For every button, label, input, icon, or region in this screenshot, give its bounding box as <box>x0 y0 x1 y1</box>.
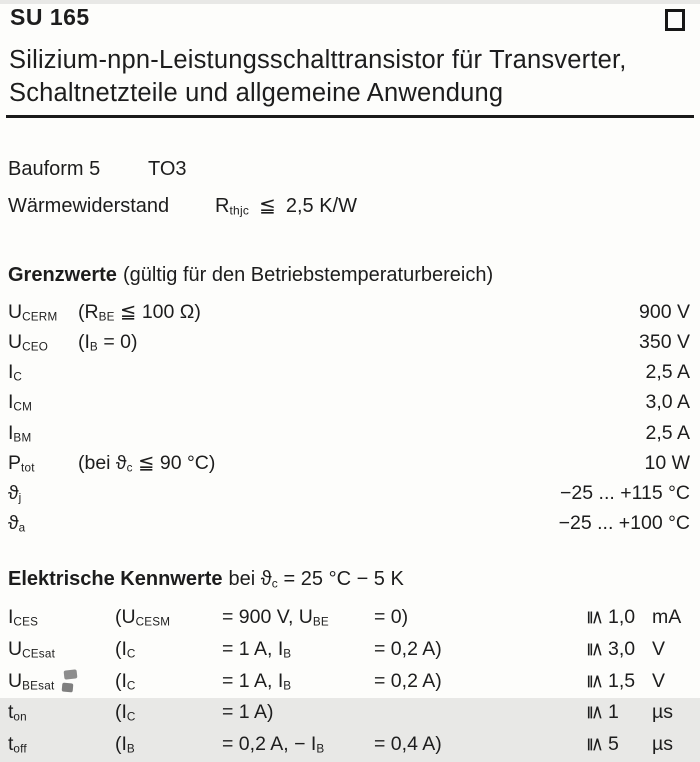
thermal-symbol: $R_{thjc}$ <box>215 195 250 218</box>
condition-part-b: = 0,4 A) <box>374 732 442 755</box>
param-symbol: $U_{CEsat}$ <box>8 637 56 661</box>
param-symbol: $I_C$ <box>8 361 23 384</box>
table-row <box>0 421 700 451</box>
condition-part-a: = 0,2 A, − $I_B$ <box>222 732 325 756</box>
param-value: −25 ... +100 °C <box>558 512 690 535</box>
param-unit: V <box>652 669 666 692</box>
param-unit: mA <box>652 606 682 629</box>
table-row <box>0 668 700 700</box>
table-row <box>0 511 700 541</box>
general-info-section <box>0 158 700 223</box>
condition-part-a: = 900 V, $U_{BE}$ <box>222 606 329 629</box>
relation-sign: ≦ <box>584 736 606 753</box>
param-unit: µs <box>652 732 673 755</box>
datasheet-page <box>0 4 700 756</box>
param-value: −25 ... +115 °C <box>560 482 690 505</box>
bauform-line <box>8 158 700 181</box>
subtitle-line-1: Silizium-npn-Leistungsschalttransistor für Transverter, <box>9 46 627 74</box>
table-row <box>0 360 700 390</box>
bauform-label: Bauform 5 <box>8 158 101 180</box>
condition-part-a: = 1 A, $I_B$ <box>222 669 292 693</box>
condition-symbol: ($I_C$ <box>115 637 136 661</box>
relation-sign: ≦ <box>584 609 606 626</box>
kennwerte-heading-bold: Elektrische Kennwerte <box>8 567 223 590</box>
param-symbol: $U_{CERM}$ <box>8 300 58 324</box>
condition-symbol: ($U_{CESM}$ <box>115 606 171 629</box>
table-row <box>0 481 700 511</box>
condition-symbol: ($I_C$ <box>115 669 136 693</box>
param-value: 1 <box>608 701 619 724</box>
condition-part-a: = 1 A) <box>222 701 274 724</box>
header-divider <box>6 115 694 118</box>
grenzwerte-heading-rest: (gültig für den Betriebstemperaturbereich) <box>122 263 494 286</box>
param-symbol: $I_{CES}$ <box>8 606 39 629</box>
page-title: SU 165 <box>10 4 90 30</box>
relation-sign: ≦ <box>584 641 606 658</box>
param-symbol: $ϑ_j$ <box>8 482 22 505</box>
param-symbol: $t_{on}$ <box>8 701 27 724</box>
param-symbol: $U_{BEsat}$ <box>8 669 55 693</box>
condition-part-b: = 0,2 A) <box>374 637 442 660</box>
param-value: 3,0 <box>608 637 636 660</box>
param-unit: V <box>652 637 666 660</box>
param-condition: ($R_{BE}$ ≦ 100 Ω) <box>78 300 201 324</box>
param-value: 900 V <box>639 300 690 323</box>
grenzwerte-heading <box>8 263 700 287</box>
param-condition: $(I_B = 0)$ <box>78 330 138 354</box>
kennwerte-heading <box>8 567 700 596</box>
condition-part-b: = 0,2 A) <box>374 669 442 692</box>
table-row <box>0 604 700 636</box>
grenzwerte-table <box>0 300 700 542</box>
param-value: 1,0 <box>608 606 636 629</box>
param-value: 2,5 A <box>645 421 690 444</box>
param-value: 10 W <box>644 451 690 474</box>
table-row <box>0 451 700 481</box>
corner-checkbox-icon <box>665 9 685 31</box>
scan-smudge <box>62 670 82 694</box>
param-symbol: $t_{off}$ <box>8 732 27 756</box>
table-row <box>0 390 700 420</box>
param-symbol: $ϑ_a$ <box>8 512 26 536</box>
condition-part-b: = 0) <box>374 606 409 629</box>
table-row <box>0 699 700 731</box>
thermal-value: 2,5 K/W <box>285 195 357 217</box>
param-value: 2,5 A <box>645 361 690 384</box>
bauform-value: TO3 <box>148 158 187 180</box>
param-unit: µs <box>652 701 673 724</box>
condition-symbol: ($I_C$ <box>115 701 136 724</box>
table-row <box>0 300 700 330</box>
table-row <box>0 636 700 668</box>
kennwerte-table <box>0 604 700 762</box>
thermal-resistance-line <box>8 195 700 223</box>
param-value: 350 V <box>639 330 690 353</box>
param-condition: (bei $ϑ_c$ ≦ 90 °C) <box>78 451 216 475</box>
relation-sign: ≦ <box>584 673 606 689</box>
param-value: 5 <box>608 732 619 755</box>
table-row <box>0 731 700 762</box>
subtitle-line-2: Schaltnetzteile und allgemeine Anwendung <box>9 79 504 107</box>
grenzwerte-heading-bold: Grenzwerte <box>8 263 117 286</box>
param-value: 3,0 A <box>645 391 690 414</box>
condition-part-a: = 1 A, $I_B$ <box>222 637 292 661</box>
kennwerte-heading-rest: bei $ϑ_c = 25$ °C − 5 K <box>228 567 404 591</box>
thermal-relation: ≦ <box>259 195 276 217</box>
relation-sign: ≦ <box>584 704 606 721</box>
param-symbol: $P_{tot}$ <box>8 451 35 475</box>
param-symbol: $I_{CM}$ <box>8 391 33 414</box>
param-symbol: $I_{BM}$ <box>8 421 32 445</box>
param-symbol: $U_{CEO}$ <box>8 330 49 354</box>
condition-symbol: ($I_B$ <box>115 732 135 756</box>
thermal-label: Wärmewiderstand <box>8 195 170 217</box>
param-value: 1,5 <box>608 669 636 692</box>
table-row <box>0 330 700 360</box>
